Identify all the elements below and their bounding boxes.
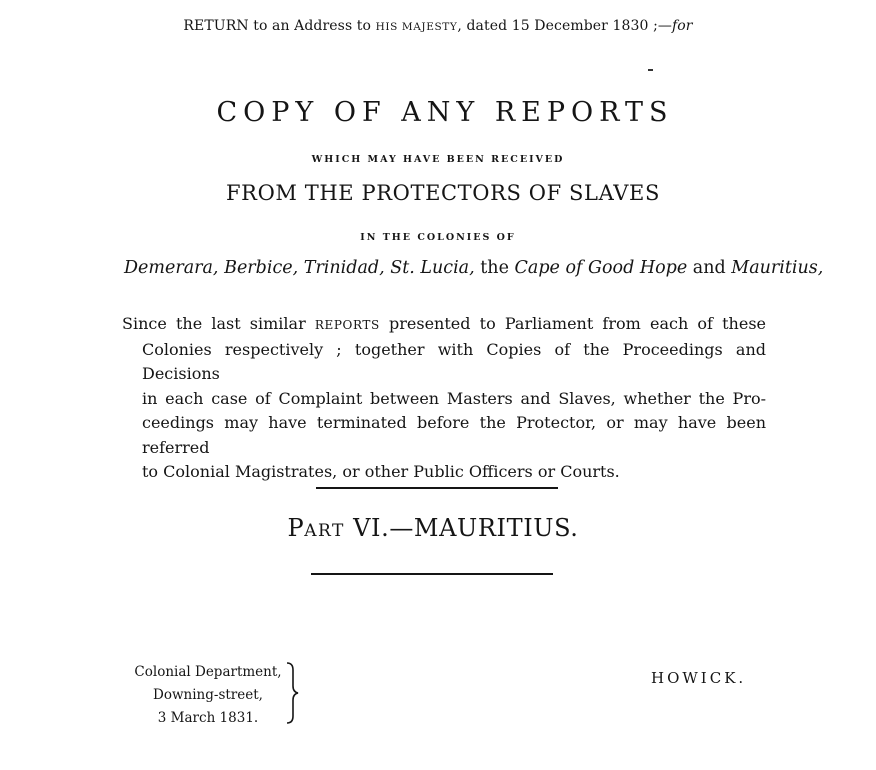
body-line-1: [122, 312, 766, 338]
body-line-2: Colonies respectively ; together with Copies of the Proceedings and Decisions: [142, 339, 766, 383]
signature: HOWICK.: [651, 669, 747, 687]
return-date: , dated 15 December 1830 ;—: [457, 18, 672, 34]
body-line-1-b: presented to Parliament from each of these: [379, 314, 767, 333]
body-paragraph: [122, 312, 766, 485]
part-p: P: [287, 514, 305, 542]
colony-demerara: Demerara,: [124, 258, 219, 278]
return-header: [0, 18, 876, 34]
return-for: for: [671, 18, 693, 34]
body-line-3: in each case of Complaint between Masters and Slaves, whether the Pro-: [142, 388, 766, 408]
received-subtitle: WHICH MAY HAVE BEEN RECEIVED: [311, 154, 565, 165]
body-line-1-a: Since the last similar: [122, 314, 315, 333]
address-block: [132, 661, 284, 730]
document-title: COPY OF ANY REPORTS: [216, 97, 674, 128]
colony-and: and: [692, 258, 726, 278]
colony-berbice: Berbice,: [224, 258, 299, 278]
divider-rule-bottom: [311, 573, 553, 575]
part-heading: [0, 514, 866, 542]
colony-st-lucia: St. Lucia,: [390, 258, 475, 278]
colony-cape: Cape of Good Hope: [514, 258, 688, 278]
body-line-5: to Colonial Magistrates, or other Public Officers or Courts.: [142, 462, 620, 481]
part-small: ART: [304, 521, 345, 541]
part-rest: VI.—MAURITIUS.: [344, 514, 579, 542]
colony-the: the: [480, 258, 509, 278]
colonies-list: [124, 258, 823, 278]
colonies-of-subtitle: IN THE COLONIES OF: [360, 232, 516, 243]
address-date: 3 March 1831.: [157, 710, 259, 726]
colony-mauritius: Mauritius,: [731, 258, 824, 278]
brace-icon: [284, 662, 300, 724]
protectors-heading: FROM THE PROTECTORS OF SLAVES: [226, 181, 660, 205]
colony-trinidad: Trinidad,: [303, 258, 385, 278]
address-department: Colonial Department,: [134, 664, 282, 680]
print-speck: [648, 69, 653, 71]
reports-word: REPORTS: [314, 318, 380, 332]
return-prefix: RETURN to an Address to: [183, 18, 376, 34]
his-majesty-text: HIS MAJESTY: [375, 21, 458, 33]
divider-rule-top: [316, 487, 558, 489]
body-line-4: ceedings may have terminated before the Protector, or may have been referred: [142, 413, 766, 457]
address-street: Downing-street,: [153, 687, 263, 703]
